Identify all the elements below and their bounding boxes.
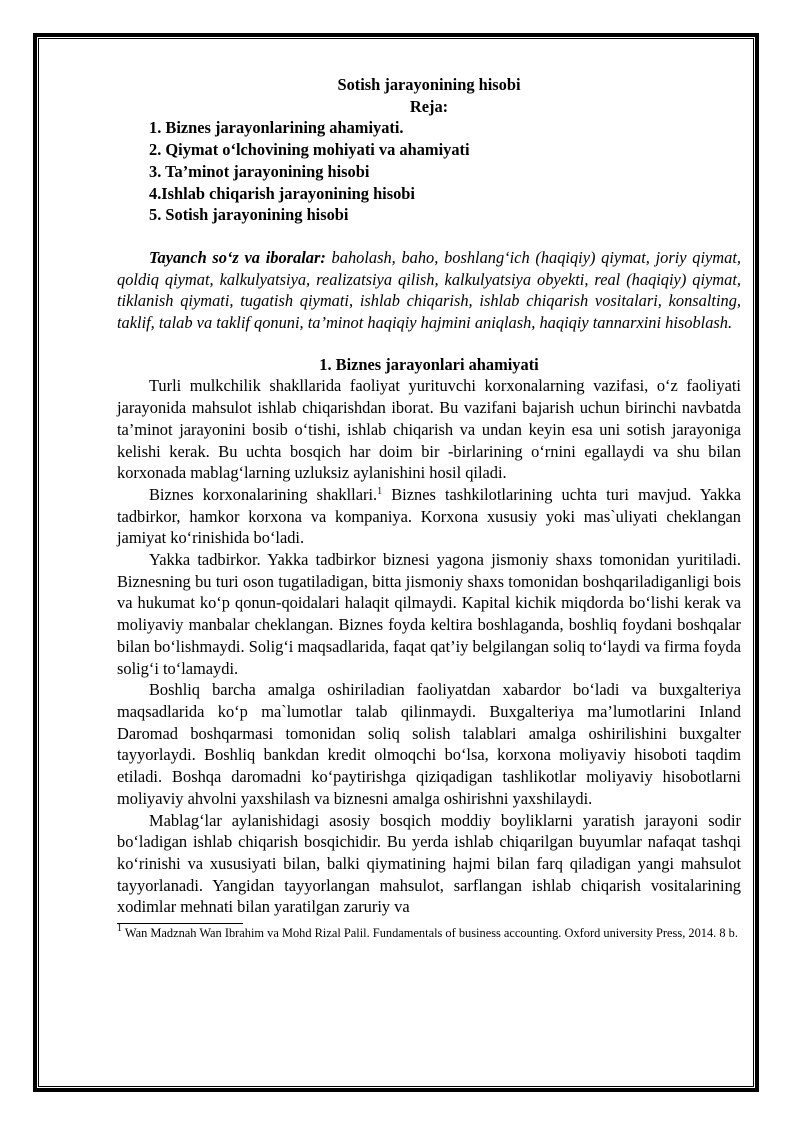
footnote-mark: 1 (117, 923, 122, 935)
footnote (117, 924, 741, 943)
plan-heading: Reja: (409, 96, 449, 116)
paragraph-text: Biznes tashkilotlarining uchta turi mavjud. Yakka tadbirkor, hamkor korxona va kompaniya. Korxona xususiy yoki mas`uliyati cheklangan jamiyat ko‘rinishida bo‘ladi. (117, 484, 741, 548)
plan-item: 1. Biznes jarayonlarining ahamiyati. (149, 118, 404, 138)
footnote-reference: 1 (377, 485, 383, 497)
document-body (117, 74, 741, 943)
document-title: Sotish jarayonining hisobi (337, 75, 521, 94)
paragraph-lead: Biznes korxonalarining shakllari. (149, 484, 378, 504)
plan-item: 2. Qiymat o‘lchovining mohiyati va ahamiyati (149, 140, 470, 160)
section-heading: 1. Biznes jarayonlari ahamiyati (319, 354, 539, 374)
keywords-text: baholash, baho, boshlang‘ich (haqiqiy) qiymat, joriy qiymat, qoldiq qiymat, kalkulyatsiya, realizatsiya qilish, kalkulyatsiya obyekti, real (haqiqiy) qiymat, tiklanish qiymati, tugatish qiymati, ishlab chiqarish, ishlab chiqarish vositalari, konsalting, taklif, talab va taklif qonuni, ta’minot haqiqiy hajmini aniqlash, haqiqiy tannarxini hisoblash. (117, 247, 741, 333)
paragraph (117, 484, 741, 549)
paragraph: Yakka tadbirkor. Yakka tadbirkor biznesi yagona jismoniy shaxs tomonidan yuritiladi. Biznesning bu turi oson tugatiladigan, bitta jismoniy shaxs tomonidan boshqariladiganligi bois va hukumat ko‘p qonun-qoidalari halaqit qilmaydi. Kapital kichik miqdorda bo‘lishi kerak va moliyaviy manbalar cheklangan. Biznes foyda keltira boshlaganda, boshliq foydani boshqalar bilan bo‘lishmaydi. Solig‘i maqsadlarida, faqat qat’iy belgilangan soliq to‘laydi va firma foyda solig‘i to‘lamaydi. (117, 550, 741, 678)
paragraph: Turli mulkchilik shakllarida faoliyat yurituvchi korxonalarning vazifasi, o‘z faoliyati jarayonida mahsulot ishlab chiqarishdan iborat. Bu vazifani bajarish uchun birinchi navbatda ta’minot jarayonini bosib o‘tishi, ishlab chiqarish va undan keyin esa uni sotish jarayoniga kelishi kerak. Bu uchta bosqich har doim bir -birlarining o‘rnini egallaydi va shu bilan korxonada mablag‘larning uzluksiz aylanishini hosil qiladi. (117, 376, 741, 483)
paragraph: Boshliq barcha amalga oshiriladian faoliyatdan xabardor bo‘ladi va buxgalteriya maqsadlarida ko‘p ma`lumotlar talab qilinmaydi. Buxgalteriya ma’lumotlarini Inland Daromad boshqarmasi tomonidan soliq solish talablari amalga oshirilishini buxgalter tayyorlaydi. Boshliq bankdan kredit olmoqchi bo‘lsa, korxona moliyaviy hisoboti taqdim etiladi. Boshqa daromadni ko‘paytirishga qiziqadigan tashlikotlar moliyaviy hisobotlarni moliyaviy ahvolni yaxshilash va biznesni amalga oshirishni yaxshilaydi. (117, 680, 741, 808)
plan-item: 4.Ishlab chiqarish jarayonining hisobi (149, 183, 415, 203)
footnote-text: Wan Madznah Wan Ibrahim va Mohd Rizal Palil. Fundamentals of business accounting. Oxford university Press, 2014. 8 b. (122, 926, 738, 941)
plan-item: 3. Ta’minot jarayonining hisobi (149, 161, 370, 181)
keywords-paragraph (117, 247, 741, 334)
plan-item: 5. Sotish jarayonining hisobi (149, 205, 349, 225)
plan-list (149, 117, 741, 226)
paragraph: Mablag‘lar aylanishidagi asosiy bosqich moddiy boyliklarni yaratish jarayoni sodir bo‘ladigan ishlab chiqarish bosqichidir. Bu yerda ishlab chiqarilgan buyumlar nafaqat tashqi ko‘rinishi va xususiyati bilan, balki qiymatining hajmi bilan farq qiladigan yangi mahsulot tayyorlanadi. Yangidan tayyorlangan mahsulot, sarflangan ishlab chiqarish vositalarining xodimlar mehnati bilan yaratilgan zaruriy va (117, 810, 741, 917)
keywords-label: Tayanch so‘z va iboralar: (149, 247, 326, 267)
